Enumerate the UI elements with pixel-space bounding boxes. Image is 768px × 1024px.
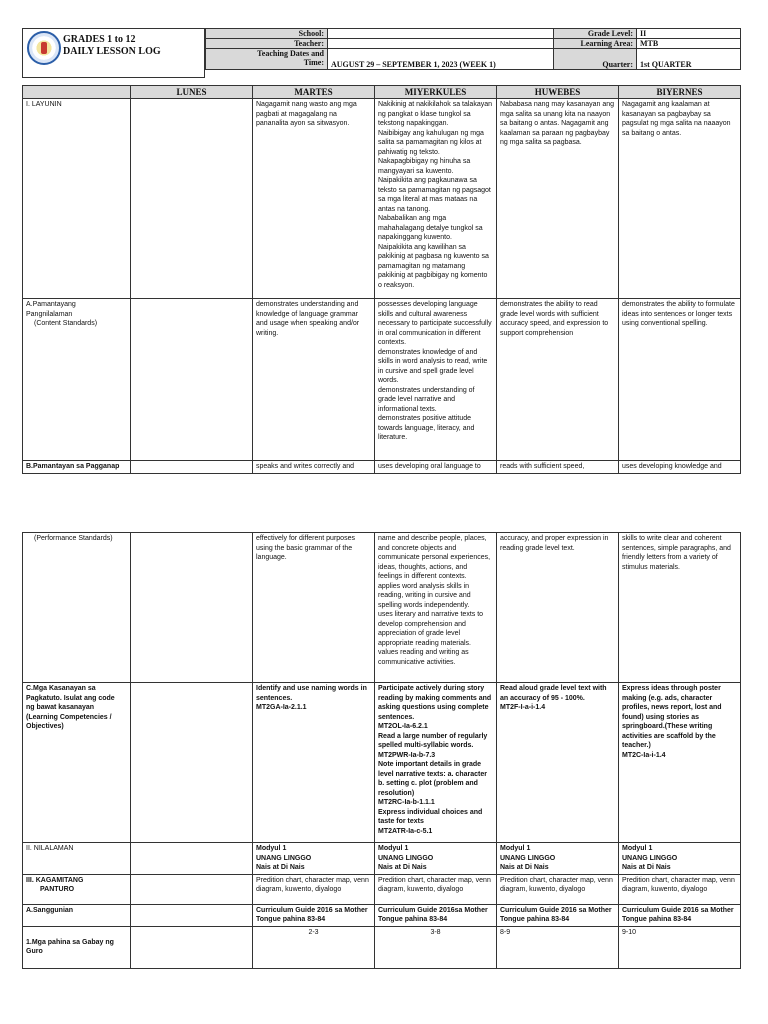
cell-content-biyernes: demonstrates the ability to formulate ideas into sentences or longer texts using conventional spelling. <box>619 299 741 461</box>
teacher-field[interactable] <box>328 39 554 49</box>
learning-area-label: Learning Area: <box>554 39 637 49</box>
cell-sang-martes: Curriculum Guide 2016 sa Mother Tongue pahina 83-84 <box>253 904 375 926</box>
cell-perf2-biyernes: skills to write clear and coherent sentences, simple paragraphs, and friendly letters from a variety of stimulus materials. <box>619 533 741 683</box>
row-kagamitan <box>23 874 741 904</box>
lesson-table-page-1 <box>22 85 741 474</box>
cell-comp-martes: Identify and use naming words in sentences. MT2GA-Ia-2.1.1 <box>253 683 375 843</box>
cell-perf2-miyerkules: name and describe people, places, and concrete objects and communicate personal experiences, ideas, thoughts, actions, and feelings in different contexts. applies word analysis skills in reading, writing in cursive and spelling words independently. uses literary and narrative texts to develop comprehension and appreciation of grade level appropriate reading materials. values reading and writing as communicative activities. <box>375 533 497 683</box>
row-performance-continued <box>23 533 741 683</box>
cell-layunin-biyernes: Nagagamit ang kaalaman at kasanayan sa pagbaybay sa pagsulat ng mga salita na naaayon sa baitang o antas. <box>619 99 741 299</box>
row-label-gabay: 1.Mga pahina sa Gabay ng Guro <box>23 926 131 968</box>
cell-performance-huwebes: reads with sufficient speed, <box>497 461 619 474</box>
row-label-performance: B.Pamantayan sa Pagganap <box>23 461 131 474</box>
lesson-table-page-2 <box>22 532 741 969</box>
day-header-martes: MARTES <box>253 86 375 99</box>
quarter-field[interactable]: 1st QUARTER <box>637 49 741 70</box>
cell-comp-biyernes: Express ideas through poster making (e.g. ads, character profiles, news report, lost and found) using stories as springboard.(These writing activities are scaffold by the teacher.) MT2C-Ia-i-1.4 <box>619 683 741 843</box>
cell-comp-lunes <box>131 683 253 843</box>
cell-content-lunes <box>131 299 253 461</box>
cell-content-martes: demonstrates understanding and knowledge of language grammar and usage when speaking and/or writing. <box>253 299 375 461</box>
row-label-kagamitan: III. KAGAMITANG PANTURO <box>23 874 131 904</box>
row-nilalaman <box>23 843 741 875</box>
deped-seal-icon <box>27 31 61 65</box>
cell-nil-lunes <box>131 843 253 875</box>
learning-area-field[interactable]: MTB <box>637 39 741 49</box>
row-label-competencies: C.Mga Kasanayan sa Pagkatuto. Isulat ang code ng bawat kasanayan (Learning Competencies / Objectives) <box>23 683 131 843</box>
row-label-performance-standards: (Performance Standards) <box>23 533 131 683</box>
quarter-label: Quarter: <box>554 49 637 70</box>
row-content-standards <box>23 299 741 461</box>
row-layunin <box>23 99 741 299</box>
cell-performance-biyernes: uses developing knowledge and <box>619 461 741 474</box>
cell-performance-miyerkules: uses developing oral language to <box>375 461 497 474</box>
cell-perf2-huwebes: accuracy, and proper expression in reading grade level text. <box>497 533 619 683</box>
row-label-layunin: I. LAYUNIN <box>23 99 131 299</box>
row-label-content-standards: A.Pamantayang Pangnilalaman (Content Standards) <box>23 299 131 461</box>
cell-kag-martes: Predition chart, character map, venn diagram, kuwento, diyalogo <box>253 874 375 904</box>
cell-nil-miyerkules: Modyul 1 UNANG LINGGO Nais at Di Nais <box>375 843 497 875</box>
corner-cell <box>23 86 131 99</box>
cell-content-huwebes: demonstrates the ability to read grade level words with sufficient accuracy speed, and expression to support comprehension <box>497 299 619 461</box>
row-gabay-guro <box>23 926 741 968</box>
row-label-nilalaman: II. NILALAMAN <box>23 843 131 875</box>
cell-kag-miyerkules: Predition chart, character map, venn diagram, kuwento, diyalogo <box>375 874 497 904</box>
cell-comp-miyerkules: Participate actively during story reading by making comments and asking questions using complete sentences. MT2OL-Ia-6.2.1 Read a large number of regularly spelled multi-syllabic words. MT2PWR-Ia-b-7.3 Note important details in grade level narrative texts: a. character b. setting c. plot (problem and resolution) MT2RC-Ia-b-1.1.1 Express individual choices and taste for texts MT2ATR-Ia-c-5.1 <box>375 683 497 843</box>
cell-content-miyerkules: possesses developing language skills and cultural awareness necessary to participate successfully in oral communication in different contexts. demonstrates knowledge of and skills in word analysis to read, write in cursive and spell grade level words. demonstrates understanding of grade level narrative and informational texts. demonstrates positive attitude towards language, literacy, and literature. <box>375 299 497 461</box>
cell-nil-biyernes: Modyul 1 UNANG LINGGO Nais at Di Nais <box>619 843 741 875</box>
cell-gabay-martes: 2-3 <box>253 926 375 968</box>
cell-layunin-lunes <box>131 99 253 299</box>
cell-gabay-miyerkules: 3-8 <box>375 926 497 968</box>
cell-perf2-martes: effectively for different purposes using the basic grammar of the language. <box>253 533 375 683</box>
teacher-label: Teacher: <box>206 39 328 49</box>
cell-sang-miyerkules: Curriculum Guide 2016sa Mother Tongue pahina 83-84 <box>375 904 497 926</box>
cell-gabay-huwebes: 8-9 <box>497 926 619 968</box>
cell-perf2-lunes <box>131 533 253 683</box>
teaching-dates-label: Teaching Dates and Time: <box>206 49 328 70</box>
cell-performance-lunes <box>131 461 253 474</box>
cell-sang-huwebes: Curriculum Guide 2016 sa Mother Tongue pahina 83-84 <box>497 904 619 926</box>
cell-performance-martes: speaks and writes correctly and <box>253 461 375 474</box>
grade-level-label: Grade Level: <box>554 29 637 39</box>
day-header-huwebes: HUWEBES <box>497 86 619 99</box>
page-2-table-wrap <box>22 532 740 969</box>
cell-layunin-huwebes: Nababasa nang may kasanayan ang mga salita sa unang kita na naayon sa baitang o antas. Nagagamit ang kaalaman sa paraan ng pagbaybay ng mga salita sa pagbasa. <box>497 99 619 299</box>
day-header-biyernes: BIYERNES <box>619 86 741 99</box>
row-sanggunian <box>23 904 741 926</box>
cell-gabay-biyernes: 9-10 <box>619 926 741 968</box>
cell-nil-huwebes: Modyul 1 UNANG LINGGO Nais at Di Nais <box>497 843 619 875</box>
page-1-table-wrap <box>22 85 740 474</box>
header-info-table <box>205 28 741 70</box>
row-performance-standards <box>23 461 741 474</box>
day-header-miyerkules: MIYERKULES <box>375 86 497 99</box>
grade-level-field[interactable]: II <box>637 29 741 39</box>
cell-comp-huwebes: Read aloud grade level text with an accuracy of 95 - 100%. MT2F-I-a-i-1.4 <box>497 683 619 843</box>
school-field[interactable] <box>328 29 554 39</box>
day-header-lunes: LUNES <box>131 86 253 99</box>
cell-sang-biyernes: Curriculum Guide 2016 sa Mother Tongue pahina 83-84 <box>619 904 741 926</box>
cell-kag-huwebes: Predition chart, character map, venn diagram, kuwento, diyalogo <box>497 874 619 904</box>
header-title: GRADES 1 to 12 DAILY LESSON LOG <box>63 34 161 57</box>
lesson-log-header <box>22 28 740 78</box>
teaching-dates-field[interactable]: AUGUST 29 – SEPTEMBER 1, 2023 (WEEK 1) <box>328 49 554 70</box>
cell-kag-lunes <box>131 874 253 904</box>
cell-sang-lunes <box>131 904 253 926</box>
cell-kag-biyernes: Predition chart, character map, venn diagram, kuwento, diyalogo <box>619 874 741 904</box>
cell-layunin-miyerkules: Nakikinig at nakikilahok sa talakayan ng pangkat o klase tungkol sa tekstong napakinggan. Naibibigay ang kahulugan ng mga salita sa pamamagitan ng kilos at pahiwatig ng teksto. Nakapagbibigay ng hinuha sa mangyayari sa kuwento. Naipakikita ang pagkaunawa sa teksto sa pamamagitan ng pagsagot sa mga literal at mas mataas na antas na tanong. Nababalikan ang mga mahahalagang detalye tungkol sa napakinggang kuwento. Naipakikita ang kawilihan sa pakikinig at pagbasa ng kuwento sa pamamagitan ng matamang pakikinig at pagbibigay ng komento o reaksyon. <box>375 99 497 299</box>
row-learning-competencies <box>23 683 741 843</box>
cell-nil-martes: Modyul 1 UNANG LINGGO Nais at Di Nais <box>253 843 375 875</box>
cell-gabay-lunes <box>131 926 253 968</box>
school-label: School: <box>206 29 328 39</box>
cell-layunin-martes: Nagagamit nang wasto ang mga pagbati at magagalang na pananalita ayon sa sitwasyon. <box>253 99 375 299</box>
row-label-sanggunian: A.Sanggunian <box>23 904 131 926</box>
header-title-block <box>22 28 205 78</box>
